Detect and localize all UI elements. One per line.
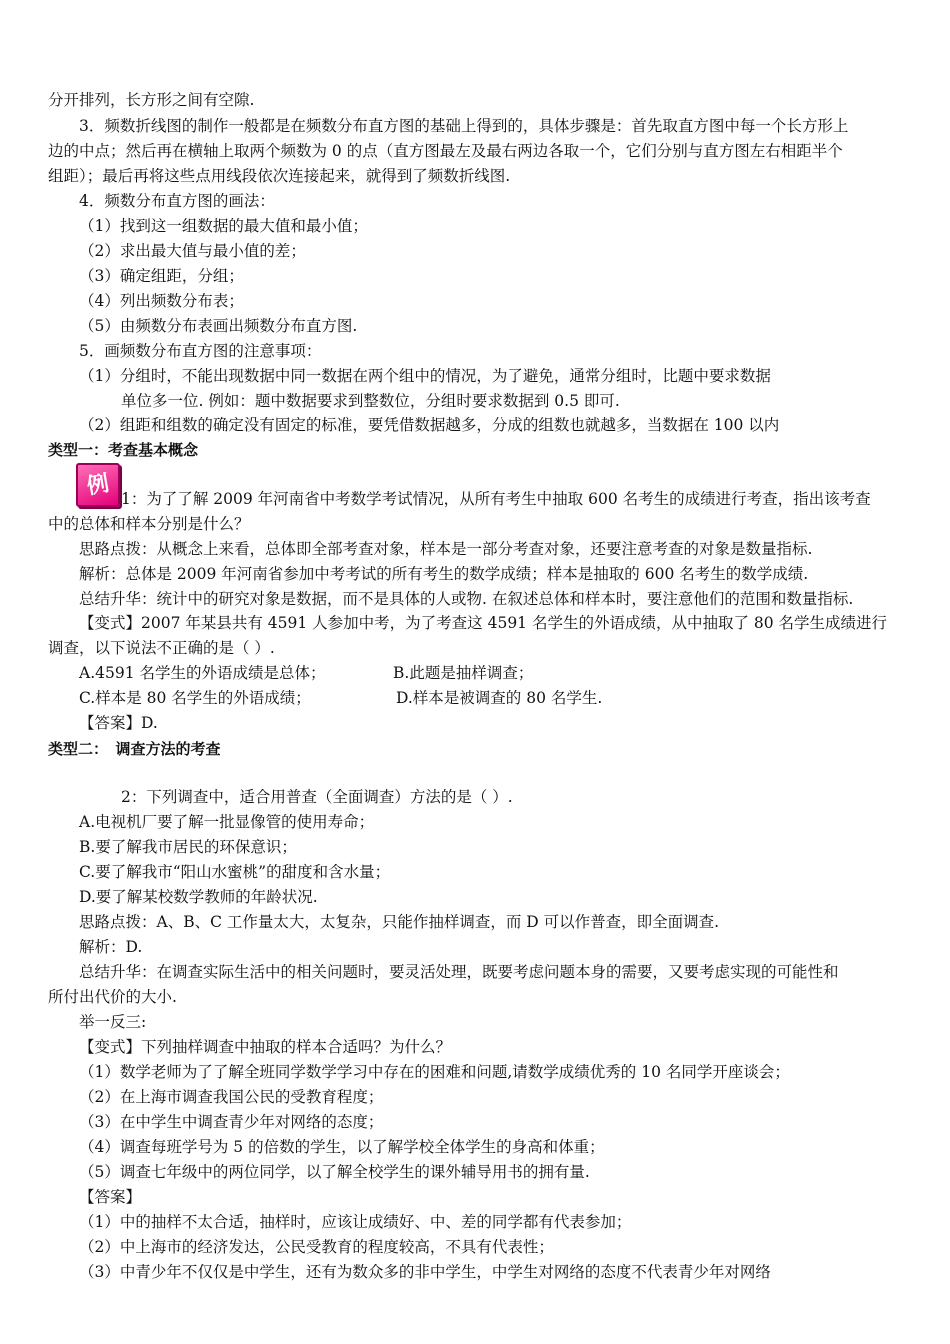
list-item: （1）找到这一组数据的最大值和最小值； <box>79 217 368 235</box>
list-item: （2）在上海市调查我国公民的受教育程度； <box>79 1088 384 1106</box>
example-badge-label: 例 <box>84 470 112 500</box>
option-d: D.样本是被调查的 80 名学生. <box>396 689 603 707</box>
option-c: C.样本是 80 名学生的外语成绩； <box>79 689 311 707</box>
list-item: （1）数学老师为了了解全班同学数学学习中存在的困难和问题,请数学成绩优秀的 10 名同学开座谈会； <box>79 1063 790 1081</box>
step-4-heading: 4．频数分布直方图的画法： <box>79 192 275 210</box>
paragraph: 调查，以下说法不正确的是（ ）. <box>48 639 275 657</box>
answer: 【答案】D. <box>79 714 158 732</box>
paragraph: 所付出代价的大小. <box>48 988 177 1006</box>
list-item: （2）求出最大值与最小值的差； <box>79 242 306 260</box>
list-item: （3）中青少年不仅仅是中学生，还有为数众多的非中学生，中学生对网络的态度不代表青少年对网络 <box>79 1263 771 1281</box>
list-item: （3）确定组距，分组； <box>79 267 244 285</box>
paragraph: 边的中点；然后再在横轴上取两个频数为 0 的点（直方图最左及最右两边各取一个，它们分别与直方图左右相距半个 <box>48 142 843 160</box>
example-badge <box>76 463 120 507</box>
list-item: （2）组距和组数的确定没有固定的标准，要凭借数据越多，分成的组数也就越多，当数据在 100 以内 <box>79 416 780 434</box>
option-a: A.电视机厂要了解一批显像管的使用寿命； <box>79 813 375 831</box>
step-5-heading: 5．画频数分布直方图的注意事项： <box>79 342 322 360</box>
list-item: （1）中的抽样不太合适，抽样时，应该让成绩好、中、差的同学都有代表参加； <box>79 1213 632 1231</box>
variant-paragraph: 【变式】2007 年某县共有 4591 人参加中考，为了考查这 4591 名学生的外语成绩，从中抽取了 80 名学生成绩进行 <box>79 614 888 632</box>
list-item: （4）调查每班学号为 5 的倍数的学生，以了解学校全体学生的身高和体重； <box>79 1138 605 1156</box>
option-d: D.要了解某校数学教师的年龄状况. <box>79 888 318 906</box>
practice-heading: 举一反三: <box>79 1013 147 1031</box>
answer: 【答案】 <box>79 1188 142 1206</box>
list-item: （5）调查七年级中的两位同学，以了解全校学生的课外辅导用书的拥有量. <box>79 1163 590 1181</box>
paragraph: 分开排列，长方形之间有空隙. <box>48 91 255 109</box>
list-item: （5）由频数分布表画出频数分布直方图. <box>79 317 358 335</box>
option-b: B.要了解我市居民的环保意识； <box>79 838 297 856</box>
summary-paragraph: 总结升华：在调查实际生活中的相关问题时，要灵活处理，既要考虑问题本身的需要，又要考虑实现的可能性和 <box>79 963 839 981</box>
option-b: B.此题是抽样调查； <box>393 664 534 682</box>
section-heading-type-2: 类型二： 调查方法的考查 <box>48 740 221 758</box>
variant-paragraph: 【变式】下列抽样调查中抽取的样本合适吗？为什么？ <box>79 1038 452 1056</box>
list-item: （2）中上海市的经济发达，公民受教育的程度较高，不具有代表性； <box>79 1238 554 1256</box>
analysis-paragraph: 解析：D. <box>79 938 143 956</box>
section-heading-type-1: 类型一：考查基本概念 <box>48 441 199 459</box>
option-c: C.要了解我市“阳山水蜜桃”的甜度和含水量； <box>79 863 391 881</box>
list-item: （1）分组时，不能出现数据中同一数据在两个组中的情况，为了避免，通常分组时，比题中要求数据 <box>79 367 771 385</box>
step-3-heading: 3．频数折线图的制作一般都是在频数分布直方图的基础上得到的，具体步骤是：首先取直方图中每一个长方形上 <box>79 117 849 135</box>
paragraph: 单位多一位. 例如：题中数据要求到整数位，分组时要求数据到 0.5 即可. <box>121 392 620 410</box>
analysis-paragraph: 解析：总体是 2009 年河南省参加中考考试的所有考生的数学成绩；样本是抽取的 600 名考生的数学成绩. <box>79 565 809 583</box>
list-item: （4）列出频数分布表； <box>79 292 244 310</box>
list-item: （3）在中学生中调查青少年对网络的态度； <box>79 1113 384 1131</box>
hint-paragraph: 思路点拨：A、B、C 工作量太大，太复杂，只能作抽样调查，而 D 可以作普查，即全面调查. <box>79 913 720 931</box>
hint-paragraph: 思路点拨：从概念上来看，总体即全部考查对象，样本是一部分考查对象，还要注意考查的对象是数量指标. <box>79 540 813 558</box>
paragraph: 组距）；最后再将这些点用线段依次连接起来，就得到了频数折线图. <box>48 167 511 185</box>
paragraph: 中的总体和样本分别是什么？ <box>48 515 250 533</box>
example-question: 2：下列调查中，适合用普查（全面调查）方法的是（ ）. <box>121 788 513 806</box>
example-question: 1：为了了解 2009 年河南省中考数学考试情况，从所有考生中抽取 600 名考生的成绩进行考查，指出该考查 <box>121 490 871 508</box>
summary-paragraph: 总结升华：统计中的研究对象是数据，而不是具体的人或物. 在叙述总体和样本时，要注意他们的范围和数量指标. <box>79 590 854 608</box>
option-a: A.4591 名学生的外语成绩是总体； <box>79 664 326 682</box>
